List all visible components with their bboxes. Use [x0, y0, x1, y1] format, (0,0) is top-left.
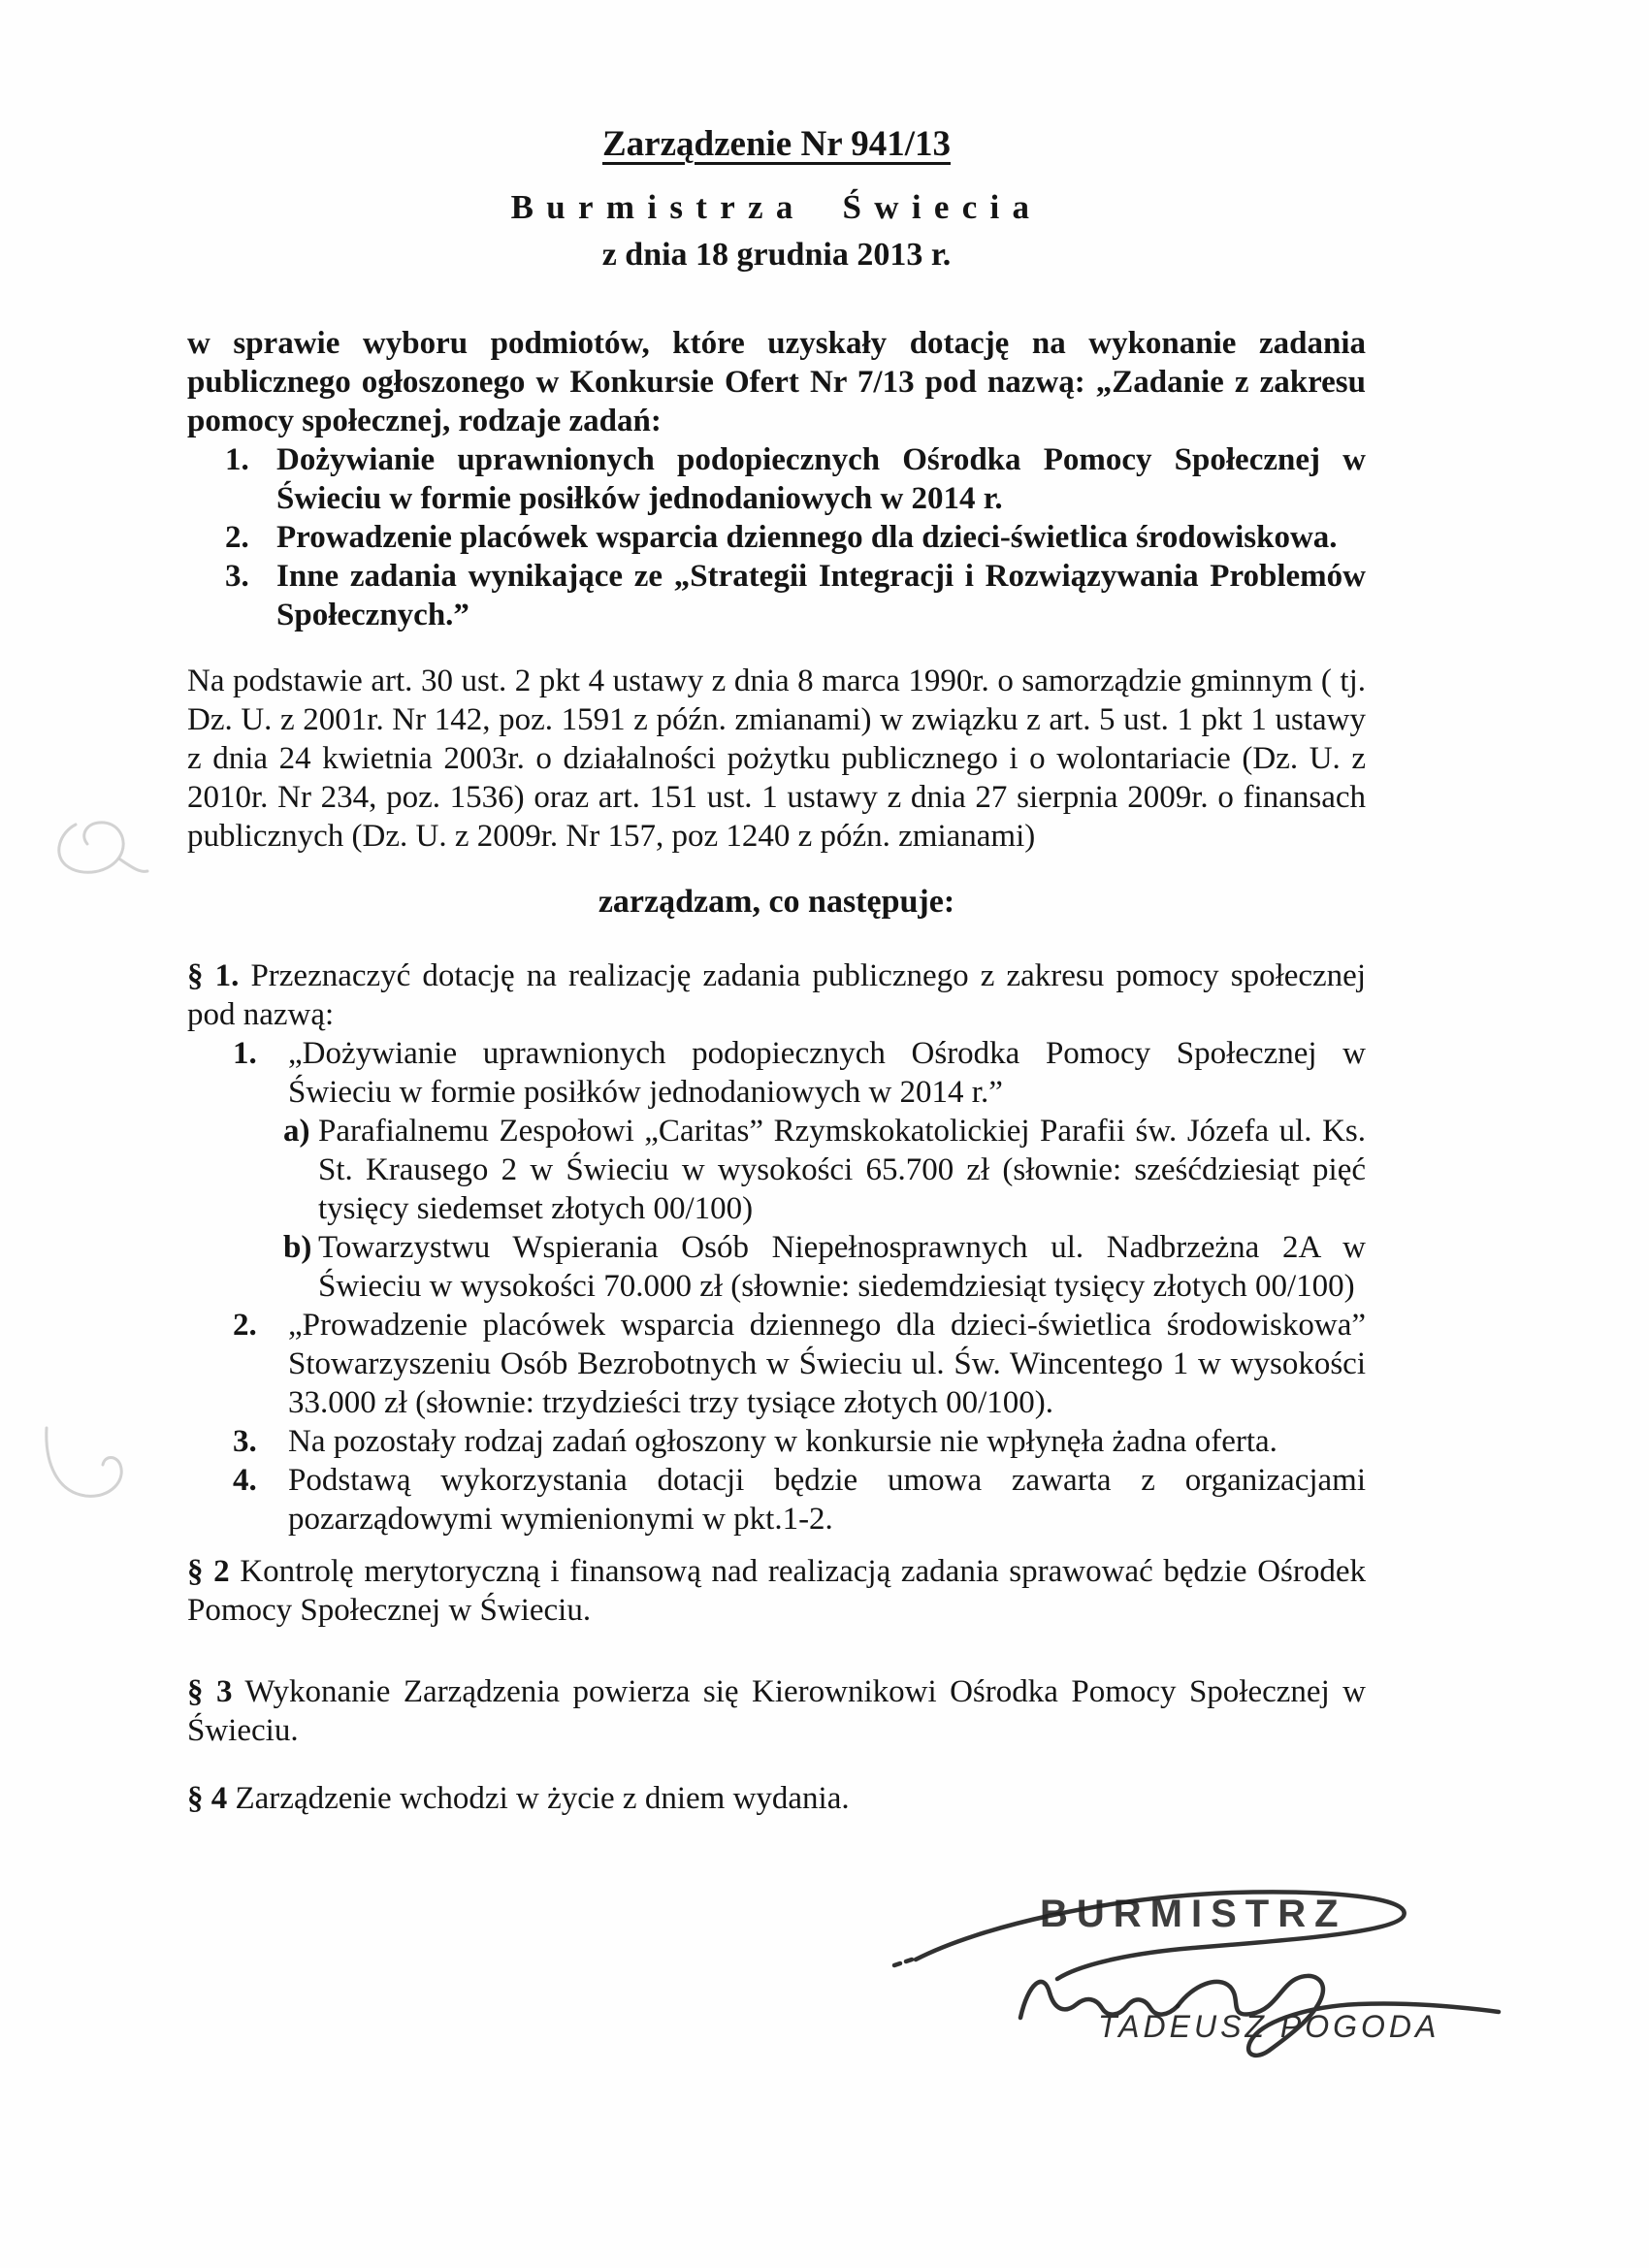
item-text: Towarzystwu Wspierania Osób Niepełnosprawnych ul. Nadbrzeżna 2A w Świeciu w wysokości 70.000 zł (słownie: siedemdziesiąt tysięcy złotych 00/100): [318, 1230, 1366, 1304]
paragraph-marker: § 4: [187, 1781, 228, 1816]
item-marker: b): [283, 1230, 312, 1265]
signature-block: [873, 1870, 1513, 2074]
item-text: Prowadzenie placówek wsparcia dziennego dla dzieci-świetlica środowiskowa.: [276, 520, 1338, 555]
list-item: [283, 1112, 1366, 1228]
list-item: [233, 1461, 1366, 1539]
paragraph-text: Zarządzenie wchodzi w życie z dniem wydania.: [235, 1781, 850, 1816]
section-1-list: [187, 1034, 1366, 1539]
list-item: [283, 1228, 1366, 1306]
item-text: Dożywianie uprawnionych podopiecznych Ośrodka Pomocy Społecznej w Świeciu w formie posiłków jednodaniowych w 2014 r.: [276, 442, 1366, 516]
paragraph-text: Wykonanie Zarządzenia powierza się Kierownikowi Ośrodka Pomocy Społecznej w Świeciu.: [187, 1674, 1367, 1748]
section-4-paragraph: [187, 1779, 1366, 1818]
sub-list: [233, 1112, 1366, 1306]
legal-basis-paragraph: Na podstawie art. 30 ust. 2 pkt 4 ustawy z dnia 8 marca 1990r. o samorządzie gminnym ( tj. Dz. U. z 2001r. Nr 142, poz. 1591 z późn. zmianami) w związku z art. 5 ust. 1 pkt 1 ustawy z dnia 24 kwietnia 2003r. o działalności pożytku publicznego i o wolontariacie (Dz. U. z 2010r. Nr 234, poz. 1536) oraz art. 151 ust. 1 ustawy z dnia 27 sierpnia 2009r. o finansach publicznych (Dz. U. z 2009r. Nr 157, poz 1240 z późn. zmianami): [187, 664, 1366, 854]
burmistrz-stamp: BURMISTRZ: [1040, 1893, 1347, 1935]
item-marker: 1.: [225, 442, 249, 477]
section-2-paragraph: [187, 1552, 1366, 1630]
item-text: „Prowadzenie placówek wsparcia dziennego dla dzieci-świetlica środowiskowa” Stowarzyszeniu Osób Bezrobotnych w Świeciu ul. Św. Wincentego 1 w wysokości 33.000 zł (słownie: trzydzieści trzy tysiące złotych 00/100).: [288, 1308, 1366, 1420]
margin-pen-mark: [29, 1409, 155, 1520]
subject-paragraph: w sprawie wyboru podmiotów, które uzyskały dotację na wykonanie zadania publicznego ogłoszonego w Konkursie Ofert Nr 7/13 pod nazwą: „Zadanie z zakresu pomocy społecznej, rodzaje zadań:: [187, 326, 1366, 438]
item-marker: a): [283, 1114, 310, 1149]
item-marker: 3.: [233, 1424, 257, 1459]
item-marker: 1.: [233, 1036, 257, 1071]
doc-title: Zarządzenie Nr 941/13: [602, 124, 951, 164]
paragraph-marker: § 1.: [187, 958, 240, 993]
paragraph-marker: § 2: [187, 1554, 230, 1589]
list-item: [225, 557, 1366, 634]
item-text: Inne zadania wynikające ze „Strategii Integracji i Rozwiązywania Problemów Społecznych.”: [276, 559, 1366, 632]
paragraph-marker: § 3: [187, 1674, 233, 1709]
item-marker: 2.: [233, 1308, 257, 1343]
list-item: [233, 1306, 1366, 1422]
list-item: [233, 1034, 1366, 1112]
document-header: [187, 124, 1366, 275]
item-text: Na pozostały rodzaj zadań ogłoszony w konkursie nie wpłynęła żadna oferta.: [288, 1424, 1277, 1459]
item-text: Podstawą wykorzystania dotacji będzie umowa zawarta z organizacjami pozarządowymi wymienionymi w pkt.1-2.: [288, 1463, 1366, 1537]
list-item: [225, 518, 1366, 557]
list-item: [225, 440, 1366, 518]
order-heading: zarządzam, co następuje:: [598, 884, 955, 920]
section-1-paragraph: [187, 956, 1366, 1034]
doc-date: z dnia 18 grudnia 2013 r.: [601, 237, 952, 273]
list-item: [233, 1422, 1366, 1461]
margin-pen-mark: [39, 784, 165, 891]
section-3-paragraph: [187, 1672, 1366, 1750]
item-marker: 4.: [233, 1463, 257, 1498]
item-text: Parafialnemu Zespołowi „Caritas” Rzymskokatolickiej Parafii św. Józefa ul. Ks. St. Krausego 2 w Świeciu w wysokości 65.700 zł (słownie: sześćdziesiąt pięć tysięcy siedemset złotych 00/100): [318, 1114, 1366, 1226]
item-marker: 3.: [225, 559, 249, 594]
item-text: „Dożywianie uprawnionych podopiecznych Ośrodka Pomocy Społecznej w Świeciu w formie posiłków jednodaniowych w 2014 r.”: [288, 1036, 1366, 1110]
item-marker: 2.: [225, 520, 249, 555]
paragraph-text: Kontrolę merytoryczną i finansową nad realizacją zadania sprawować będzie Ośrodek Pomocy Społecznej w Świeciu.: [187, 1554, 1367, 1628]
signatory-name: TADEUSZ POGODA: [1098, 2009, 1440, 2044]
paragraph-text: Przeznaczyć dotację na realizację zadania publicznego z zakresu pomocy społecznej pod nazwą:: [187, 958, 1366, 1032]
doc-subtitle: Burmistrza Świecia: [510, 188, 1043, 226]
subject-task-list: [187, 440, 1366, 634]
